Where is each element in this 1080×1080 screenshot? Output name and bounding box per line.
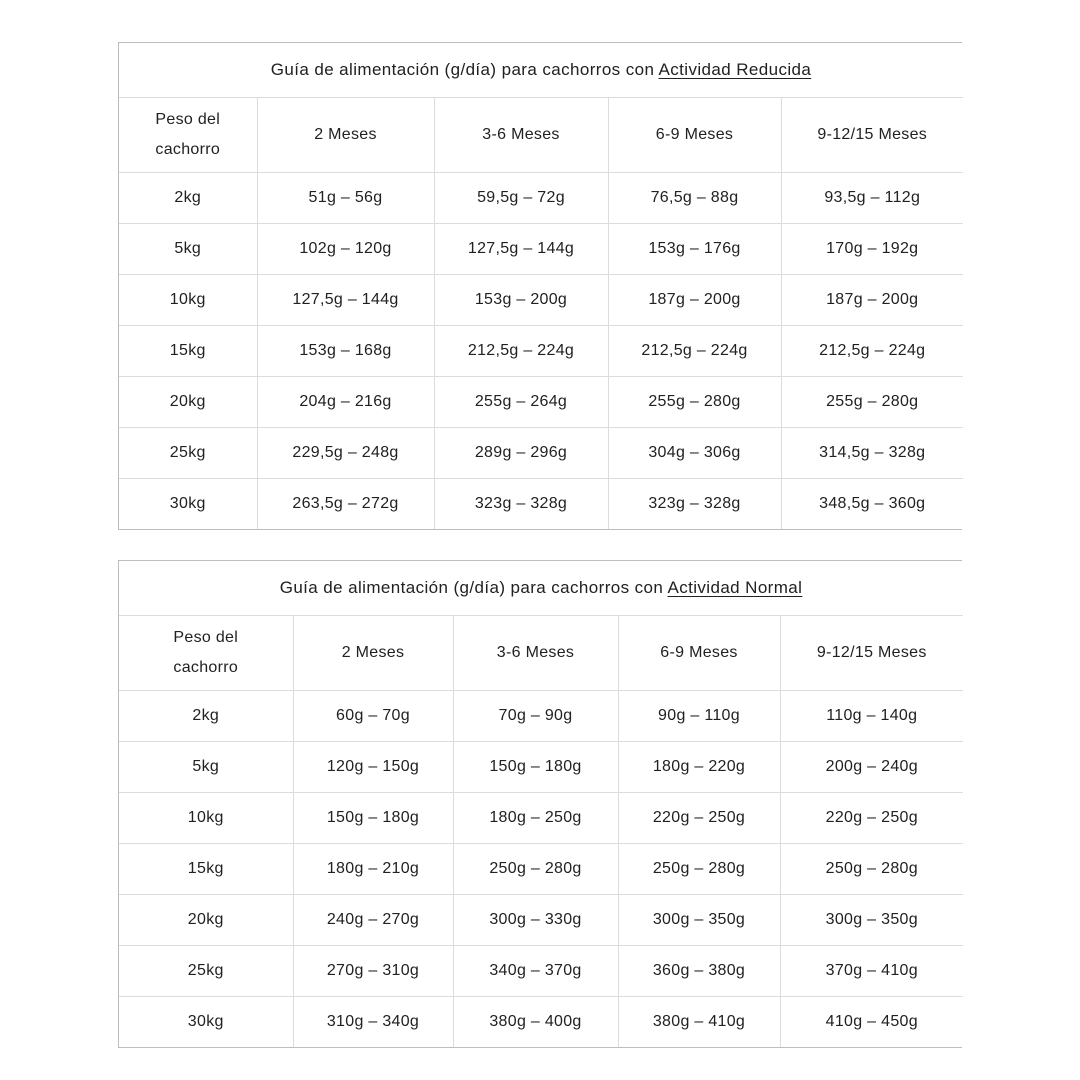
- table-row: [119, 173, 963, 224]
- weight-cell: 20kg: [119, 377, 257, 428]
- table-body: [119, 173, 963, 530]
- amount-range-cell: 150g – 180g: [453, 742, 618, 793]
- table-row: [119, 997, 963, 1048]
- table-title-text: Guía de alimentación (g/día) para cachorros con: [270, 60, 659, 79]
- amount-range-cell: 323g – 328g: [608, 479, 781, 530]
- amount-range-cell: 212,5g – 224g: [781, 326, 963, 377]
- amount-range-cell: 200g – 240g: [780, 742, 963, 793]
- table-title-row: [119, 561, 963, 616]
- table-row: [119, 691, 963, 742]
- weight-cell: 10kg: [119, 275, 257, 326]
- table-row: [119, 742, 963, 793]
- amount-range-cell: 60g – 70g: [293, 691, 453, 742]
- table-row: [119, 479, 963, 530]
- amount-range-cell: 255g – 280g: [781, 377, 963, 428]
- amount-range-cell: 229,5g – 248g: [257, 428, 434, 479]
- amount-range-cell: 204g – 216g: [257, 377, 434, 428]
- column-header-6-9-months: 6-9 Meses: [618, 616, 780, 691]
- amount-range-cell: 250g – 280g: [780, 844, 963, 895]
- amount-range-cell: 102g – 120g: [257, 224, 434, 275]
- amount-range-cell: 380g – 410g: [618, 997, 780, 1048]
- column-header-3-6-months: 3-6 Meses: [453, 616, 618, 691]
- amount-range-cell: 153g – 168g: [257, 326, 434, 377]
- amount-range-cell: 153g – 200g: [434, 275, 608, 326]
- table-title: [119, 43, 963, 98]
- feeding-table-reduced-activity-grid: [119, 43, 963, 529]
- table-row: [119, 224, 963, 275]
- weight-cell: 5kg: [119, 224, 257, 275]
- table-row: [119, 844, 963, 895]
- amount-range-cell: 300g – 350g: [618, 895, 780, 946]
- table-header-row: [119, 98, 963, 173]
- amount-range-cell: 270g – 310g: [293, 946, 453, 997]
- amount-range-cell: 51g – 56g: [257, 173, 434, 224]
- weight-cell: 25kg: [119, 946, 293, 997]
- amount-range-cell: 380g – 400g: [453, 997, 618, 1048]
- table-row: [119, 946, 963, 997]
- table-title-activity-label: Actividad Reducida: [658, 60, 812, 79]
- amount-range-cell: 304g – 306g: [608, 428, 781, 479]
- amount-range-cell: 220g – 250g: [780, 793, 963, 844]
- table-row: [119, 793, 963, 844]
- amount-range-cell: 76,5g – 88g: [608, 173, 781, 224]
- weight-cell: 2kg: [119, 173, 257, 224]
- amount-range-cell: 187g – 200g: [781, 275, 963, 326]
- amount-range-cell: 250g – 280g: [453, 844, 618, 895]
- amount-range-cell: 300g – 350g: [780, 895, 963, 946]
- amount-range-cell: 340g – 370g: [453, 946, 618, 997]
- table-row: [119, 377, 963, 428]
- amount-range-cell: 360g – 380g: [618, 946, 780, 997]
- amount-range-cell: 310g – 340g: [293, 997, 453, 1048]
- amount-range-cell: 180g – 220g: [618, 742, 780, 793]
- table-row: [119, 428, 963, 479]
- amount-range-cell: 180g – 210g: [293, 844, 453, 895]
- weight-cell: 15kg: [119, 326, 257, 377]
- table-title-activity-label: Actividad Normal: [667, 578, 803, 597]
- amount-range-cell: 70g – 90g: [453, 691, 618, 742]
- table-header-row: [119, 616, 963, 691]
- weight-cell: 5kg: [119, 742, 293, 793]
- amount-range-cell: 59,5g – 72g: [434, 173, 608, 224]
- amount-range-cell: 240g – 270g: [293, 895, 453, 946]
- amount-range-cell: 314,5g – 328g: [781, 428, 963, 479]
- amount-range-cell: 212,5g – 224g: [434, 326, 608, 377]
- weight-cell: 30kg: [119, 479, 257, 530]
- column-header-2-months: 2 Meses: [293, 616, 453, 691]
- amount-range-cell: 323g – 328g: [434, 479, 608, 530]
- column-header-weight: Peso del cachorro: [119, 98, 257, 173]
- amount-range-cell: 212,5g – 224g: [608, 326, 781, 377]
- weight-cell: 25kg: [119, 428, 257, 479]
- amount-range-cell: 255g – 280g: [608, 377, 781, 428]
- feeding-table-normal-activity-grid: [119, 561, 963, 1047]
- table-title: [119, 561, 963, 616]
- table-row: [119, 895, 963, 946]
- weight-cell: 20kg: [119, 895, 293, 946]
- amount-range-cell: 410g – 450g: [780, 997, 963, 1048]
- amount-range-cell: 187g – 200g: [608, 275, 781, 326]
- column-header-9-12-15-months: 9-12/15 Meses: [781, 98, 963, 173]
- feeding-table-normal-activity: [118, 560, 962, 1048]
- feeding-table-reduced-activity: [118, 42, 962, 530]
- table-body: [119, 691, 963, 1048]
- weight-cell: 15kg: [119, 844, 293, 895]
- amount-range-cell: 300g – 330g: [453, 895, 618, 946]
- amount-range-cell: 120g – 150g: [293, 742, 453, 793]
- column-header-weight: Peso del cachorro: [119, 616, 293, 691]
- amount-range-cell: 127,5g – 144g: [434, 224, 608, 275]
- table-title-text: Guía de alimentación (g/día) para cachorros con: [279, 578, 668, 597]
- column-header-2-months: 2 Meses: [257, 98, 434, 173]
- table-title-row: [119, 43, 963, 98]
- amount-range-cell: 110g – 140g: [780, 691, 963, 742]
- weight-cell: 2kg: [119, 691, 293, 742]
- amount-range-cell: 289g – 296g: [434, 428, 608, 479]
- amount-range-cell: 220g – 250g: [618, 793, 780, 844]
- amount-range-cell: 127,5g – 144g: [257, 275, 434, 326]
- amount-range-cell: 255g – 264g: [434, 377, 608, 428]
- amount-range-cell: 170g – 192g: [781, 224, 963, 275]
- amount-range-cell: 180g – 250g: [453, 793, 618, 844]
- amount-range-cell: 348,5g – 360g: [781, 479, 963, 530]
- amount-range-cell: 90g – 110g: [618, 691, 780, 742]
- amount-range-cell: 150g – 180g: [293, 793, 453, 844]
- table-row: [119, 326, 963, 377]
- column-header-9-12-15-months: 9-12/15 Meses: [780, 616, 963, 691]
- amount-range-cell: 263,5g – 272g: [257, 479, 434, 530]
- amount-range-cell: 153g – 176g: [608, 224, 781, 275]
- weight-cell: 10kg: [119, 793, 293, 844]
- column-header-6-9-months: 6-9 Meses: [608, 98, 781, 173]
- amount-range-cell: 93,5g – 112g: [781, 173, 963, 224]
- table-row: [119, 275, 963, 326]
- column-header-3-6-months: 3-6 Meses: [434, 98, 608, 173]
- amount-range-cell: 370g – 410g: [780, 946, 963, 997]
- weight-cell: 30kg: [119, 997, 293, 1048]
- amount-range-cell: 250g – 280g: [618, 844, 780, 895]
